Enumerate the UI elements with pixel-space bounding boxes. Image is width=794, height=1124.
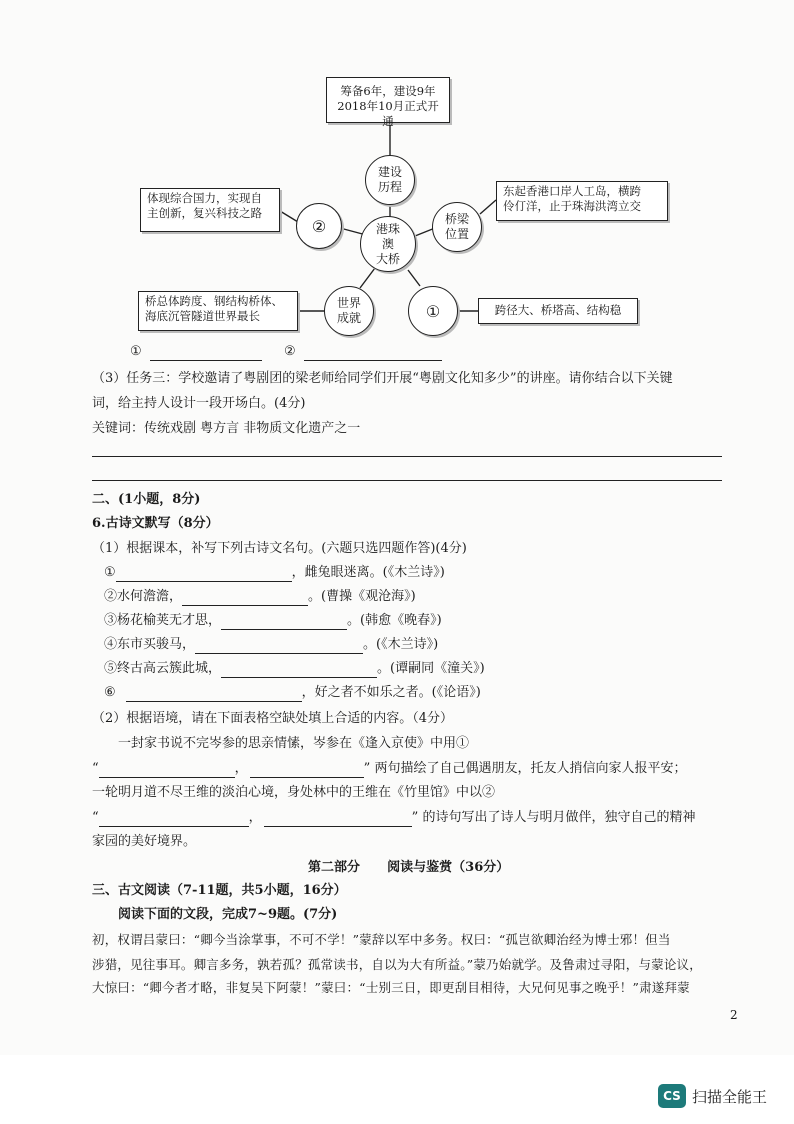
bridge-location-line-1: 东起香港口岸人工岛，横跨 bbox=[503, 184, 641, 198]
answer-mark-2: ② bbox=[283, 344, 296, 359]
poem-item-6 bbox=[104, 684, 481, 702]
answer-blank-row bbox=[130, 343, 442, 361]
comma-2: ， bbox=[248, 810, 262, 825]
node-construction-process bbox=[365, 155, 415, 205]
part2-heading: 第二部分 阅读与鉴赏（36分） bbox=[308, 860, 510, 875]
poem-item-2-after: 。(曹操《观沧海》) bbox=[308, 589, 416, 604]
context-line-4 bbox=[92, 809, 695, 827]
node-blank-1-label: ① bbox=[425, 301, 441, 321]
poem-item-4-mark: ④东市买骏马， bbox=[104, 637, 196, 652]
timeline-line-2: 2018年10月正式开通 bbox=[337, 99, 439, 128]
node-position-line-1: 桥梁 bbox=[444, 212, 469, 226]
poem-item-5 bbox=[104, 660, 485, 678]
poem-item-3-mark: ③杨花榆荚无才思， bbox=[104, 613, 222, 628]
quote-close-2: ” bbox=[411, 810, 419, 825]
section3-heading: 三、古文阅读（7-11题，共5小题，16分） bbox=[92, 883, 347, 898]
poem-item-5-after: 。(谭嗣同《潼关》) bbox=[377, 661, 485, 676]
passage-line-1: 初，权谓吕蒙曰：“卿今当涂掌事，不可不学！”蒙辞以军中多务。权曰：“孤岂欲卿治经为博士邪！但当 bbox=[92, 932, 671, 947]
node-blank-2 bbox=[296, 203, 342, 249]
node-achievement-line-2: 成就 bbox=[336, 311, 361, 325]
task3-keywords: 关键词：传统戏剧 粤方言 非物质文化遗产之一 bbox=[92, 421, 361, 436]
national-strength-line-1: 体现综合国力，实现自 bbox=[147, 191, 262, 205]
comma-1: ， bbox=[234, 761, 248, 776]
context-line-3: 一轮明月道不尽王维的淡泊心境，身处林中的王维在《竹里馆》中以② bbox=[92, 785, 496, 800]
context-line-5: 家园的美好境界。 bbox=[92, 834, 197, 849]
answer-line-2[interactable] bbox=[92, 480, 722, 481]
world-records-line-1: 桥总体跨度、钢结构桥体、 bbox=[145, 294, 283, 308]
poem-item-1 bbox=[104, 564, 445, 582]
node-achievement-line-1: 世界 bbox=[336, 296, 361, 310]
context-line-4-tail: 的诗句写出了诗人与明月做伴，独守自己的精神 bbox=[422, 810, 696, 825]
context-blank-2[interactable] bbox=[250, 777, 364, 778]
node-process-line-2: 历程 bbox=[377, 180, 402, 194]
context-line-2 bbox=[92, 760, 686, 778]
poem-item-1-mark: ① bbox=[104, 565, 116, 580]
box-bridge-features bbox=[478, 298, 638, 324]
poem-item-3-after: 。(韩愈《晚春》) bbox=[347, 613, 442, 628]
poem-item-3 bbox=[104, 612, 442, 630]
poem-item-2-mark: ②水何澹澹， bbox=[104, 589, 183, 604]
node-process-line-1: 建设 bbox=[377, 165, 402, 179]
poem-item-1-after: ，雌兔眼迷离。(《木兰诗》) bbox=[291, 565, 445, 580]
poem-item-5-mark: ⑤终古高云簇此城， bbox=[104, 661, 222, 676]
reading-instruction: 阅读下面的文段，完成7~9题。(7分) bbox=[118, 907, 338, 922]
poem-blank-5[interactable] bbox=[221, 677, 377, 678]
answer-mark-1: ① bbox=[130, 344, 142, 359]
context-line-1: 一封家书说不完岑参的思亲情愫，岑参在《逢入京使》中用① bbox=[118, 736, 470, 751]
context-blank-1[interactable] bbox=[99, 777, 235, 778]
node-blank-2-label: ② bbox=[311, 216, 327, 236]
box-world-records bbox=[138, 291, 298, 331]
answer-blank-2[interactable] bbox=[304, 360, 442, 361]
poem-blank-3[interactable] bbox=[221, 629, 347, 630]
timeline-line-1: 筹备6年，建设9年 bbox=[340, 84, 436, 98]
poem-item-6-after: ，好之者不如乐之者。(《论语》) bbox=[301, 685, 481, 700]
answer-line-1[interactable] bbox=[92, 456, 722, 457]
context-blank-3[interactable] bbox=[99, 826, 249, 827]
q6-part2: （2）根据语境，请在下面表格空缺处填上合适的内容。（4分） bbox=[92, 711, 454, 726]
scanner-watermark bbox=[658, 1084, 767, 1108]
poem-blank-2[interactable] bbox=[182, 605, 308, 606]
q6-heading: 6.古诗文默写（8分） bbox=[92, 516, 219, 531]
page-number: 2 bbox=[730, 1008, 738, 1022]
center-line-1: 港珠澳 bbox=[375, 221, 400, 251]
national-strength-line-2: 主创新，复兴科技之路 bbox=[147, 206, 262, 220]
node-position-line-2: 位置 bbox=[444, 227, 469, 241]
center-line-2: 大桥 bbox=[375, 251, 400, 266]
q6-part1: （1）根据课本，补写下列古诗文名句。(六题只选四题作答)(4分) bbox=[92, 541, 467, 556]
poem-blank-1[interactable] bbox=[116, 581, 292, 582]
node-blank-1 bbox=[408, 286, 458, 336]
box-national-strength bbox=[140, 188, 280, 232]
passage-line-3: 大惊曰：“卿今者才略，非复吴下阿蒙！”蒙曰：“士别三日，即更刮目相待，大兄何见事之晚乎！”肃遂拜蒙 bbox=[92, 980, 690, 995]
quote-close-1: ” bbox=[363, 761, 371, 776]
poem-blank-6[interactable] bbox=[126, 701, 302, 702]
scanner-logo-icon: CS bbox=[658, 1084, 686, 1108]
world-records-line-2: 海底沉管隧道世界最长 bbox=[145, 309, 260, 323]
task3-line-1: （3）任务三：学校邀请了粤剧团的梁老师给同学们开展“粤剧文化知多少”的讲座。请你结合以下关键 bbox=[92, 371, 673, 386]
answer-blank-1[interactable] bbox=[150, 360, 262, 361]
poem-item-4 bbox=[104, 636, 438, 654]
task3-line-2: 词，给主持人设计一段开场白。(4分) bbox=[92, 396, 306, 411]
context-blank-4[interactable] bbox=[264, 826, 412, 827]
timeline-box bbox=[326, 77, 450, 128]
context-line-2-tail: 两句描绘了自己偶遇朋友，托友人捎信向家人报平安； bbox=[374, 761, 687, 776]
bridge-location-line-2: 伶仃洋，止于珠海洪湾立交 bbox=[503, 199, 641, 213]
poem-item-4-after: 。(《木兰诗》) bbox=[363, 637, 439, 652]
bridge-features-text: 跨径大、桥塔高、结构稳 bbox=[494, 303, 622, 317]
node-world-achievement bbox=[324, 286, 374, 336]
quote-open-1: “ bbox=[92, 761, 99, 776]
poem-item-2 bbox=[104, 588, 416, 606]
node-bridge-position bbox=[432, 202, 482, 252]
quote-open-2: “ bbox=[92, 810, 99, 825]
box-bridge-location bbox=[496, 181, 668, 221]
poem-item-6-mark: ⑥ bbox=[104, 685, 116, 700]
scanner-logo-text: 扫描全能王 bbox=[692, 1087, 768, 1106]
section2-heading: 二、(1小题，8分) bbox=[92, 492, 201, 507]
passage-line-2: 涉猎，见往事耳。卿言多务，孰若孤？孤常读书，自以为大有所益。”蒙乃始就学。及鲁肃过寻阳，与蒙论议， bbox=[92, 957, 702, 972]
node-center-bridge bbox=[360, 216, 416, 272]
poem-blank-4[interactable] bbox=[195, 653, 363, 654]
